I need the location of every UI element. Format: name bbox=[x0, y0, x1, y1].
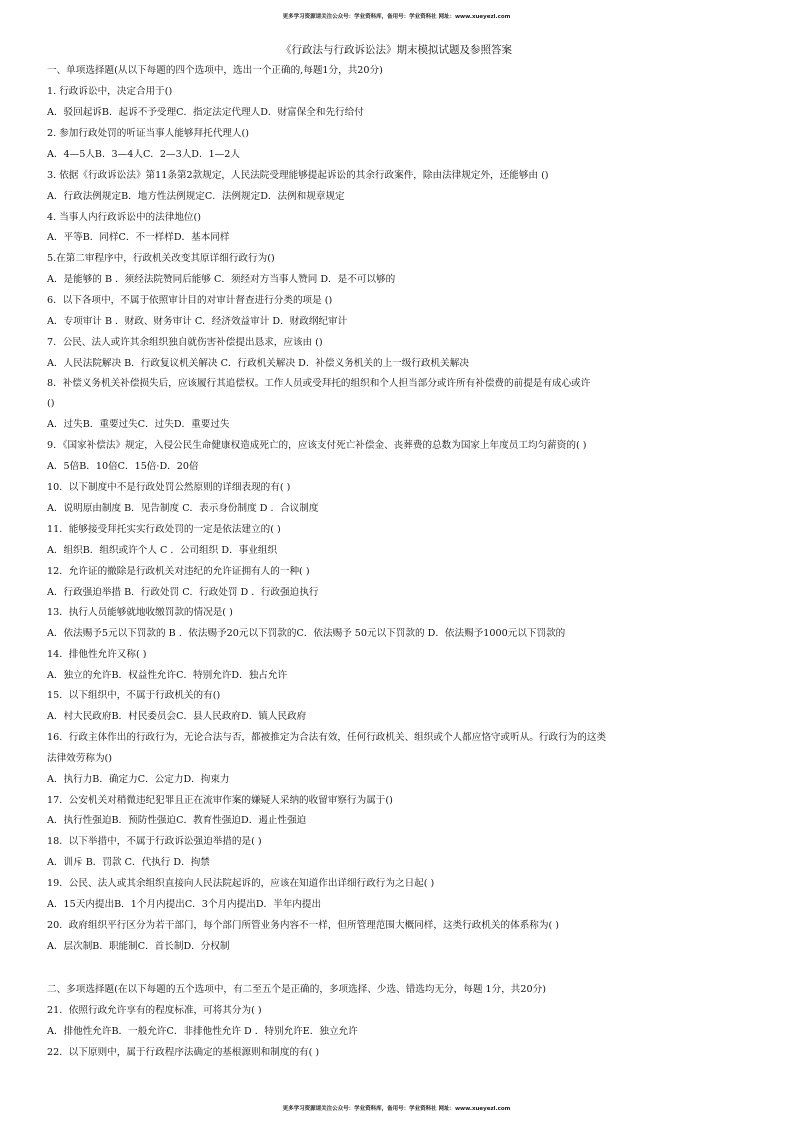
question-19: 19．公民、法人或其余组织直接向人民法院起诉的，应该在知道作出详细行政行为之日起( ) bbox=[47, 878, 435, 889]
question-8: 8．补偿义务机关补偿损失后，应该履行其追偿权。工作人员或受拜托的组织和个人担当部分或许所有补偿费的前提是有成心或许 bbox=[47, 378, 591, 389]
question-19-options: A．15天内提出B．1个月内提出C．3个月内提出D．半年内提出 bbox=[47, 899, 322, 910]
question-18: 18．以下举措中，不属于行政诉讼强迫举措的是( ) bbox=[47, 836, 262, 847]
question-22: 22．以下原则中，属于行政程序法确定的基根源则和制度的有( ) bbox=[47, 1047, 320, 1058]
question-2: 2. 参加行政处罚的听证当事人能够拜托代理人() bbox=[47, 128, 249, 139]
question-10: 10．以下制度中不是行政处罚公然原则的详细表现的有( ) bbox=[47, 482, 291, 493]
question-3: 3. 依据《行政诉讼法》第11条第2款规定，人民法院受理能够提起诉讼的其余行政案件，除由法律规定外，还能够由 () bbox=[47, 170, 549, 181]
question-21-options: A．排他性允许B．一般允许C．非排他性允许 D ．特别允许E．独立允许 bbox=[47, 1026, 358, 1037]
question-16-continued: 法律效劳称为() bbox=[47, 753, 113, 764]
question-1-options: A．驳回起诉B．起诉不予受理C．指定法定代理人D．财富保全和先行给付 bbox=[47, 107, 364, 118]
question-2-options: A．4—5人B．3—4人C．2—3人D．1—2人 bbox=[47, 149, 240, 160]
question-8-options: A．过失B．重要过失C．过失D．重要过失 bbox=[47, 419, 230, 430]
question-17-options: A．执行性强迫B．预防性强迫C．教育性强迫D．遏止性强迫 bbox=[47, 815, 307, 826]
question-21: 21．依照行政允许享有的程度标准，可将其分为( ) bbox=[47, 1005, 262, 1016]
question-13: 13．执行人员能够就地收缴罚款的情况是( ) bbox=[47, 607, 233, 618]
question-3-options: A．行政法例规定B．地方性法例规定C．法例规定D．法例和规章规定 bbox=[47, 191, 345, 202]
question-11-options: A．组织B．组织或许个人 C ．公司组织 D．事业组织 bbox=[47, 545, 278, 556]
question-9: 9．《国家补偿法》规定，入侵公民生命健康权造成死亡的，应该支付死亡补偿金、丧葬费的总数为国家上年度员工均匀薪资的( ) bbox=[47, 440, 587, 451]
question-12: 12．允许证的撤除是行政机关对违纪的允许证拥有人的一种( ) bbox=[47, 566, 310, 577]
question-8-continued: () bbox=[47, 398, 55, 409]
question-17: 17．公安机关对稍微违纪犯罪且正在流审作案的嫌疑人采纳的收留审察行为属于() bbox=[47, 795, 393, 806]
question-18-options: A．训斥 B．罚款 C．代执行 D．拘禁 bbox=[47, 857, 210, 868]
section-2-heading: 二、多项选择题(在以下每题的五个选项中，有二至五个是正确的，多项选择、少选、错选均无分，每题 1分，共20分) bbox=[47, 984, 546, 995]
question-11: 11．能够接受拜托实实行政处罚的一定是依法建立的( ) bbox=[47, 524, 281, 535]
question-15: 15．以下组织中，不属于行政机关的有() bbox=[47, 690, 221, 701]
question-16: 16．行政主体作出的行政行为，无论合法与否，都被推定为合法有效，任何行政机关、组织或个人都应恪守或听从。行政行为的这类 bbox=[47, 732, 607, 743]
question-1: 1. 行政诉讼中，决定合用于() bbox=[47, 86, 173, 97]
question-7: 7．公民、法人或许其余组织独自就伤害补偿提出恳求，应该由 () bbox=[47, 337, 323, 348]
question-4-options: A．平等B．同样C．不一样样D．基本同样 bbox=[47, 232, 230, 243]
footer-banner: 更多学习资源请关注公众号：学业资料库，备用号：学业资料社 网址：www.xueyezl.com bbox=[282, 1106, 511, 1112]
question-6: 6．以下各项中，不属于依照审计目的对审计督查进行分类的项是 () bbox=[47, 295, 333, 306]
header-banner: 更多学习资源请关注公众号：学业资料库，备用号：学业资料社 网址：www.xueyezl.com bbox=[282, 14, 511, 20]
section-1-heading: 一、单项选择题(从以下每题的四个选项中，选出一个正确的,每题1分，共20分) bbox=[47, 65, 383, 76]
question-20-options: A．层次制B．职能制C．首长制D．分权制 bbox=[47, 941, 230, 952]
question-5: 5.在第二审程序中，行政机关改变其原详细行政行为() bbox=[47, 253, 275, 264]
question-4: 4. 当事人内行政诉讼中的法律地位() bbox=[47, 212, 202, 223]
question-5-options: A．是能够的 B ．须经法院赞同后能够 C．须经对方当事人赞同 D．是不可以够的 bbox=[47, 274, 396, 285]
question-14: 14．排他性允许又称( ) bbox=[47, 649, 147, 660]
question-7-options: A．人民法院解决 B．行政复议机关解决 C．行政机关解决 D．补偿义务机关的上一级行政机关解决 bbox=[47, 358, 469, 369]
question-10-options: A．说明原由制度 B．见告制度 C．表示身份制度 D ．合议制度 bbox=[47, 503, 319, 514]
question-12-options: A．行政强迫举措 B．行政处罚 C．行政处罚 D ．行政强迫执行 bbox=[47, 587, 319, 598]
question-16-options: A．执行力B．确定力C．公定力D．拘束力 bbox=[47, 774, 230, 785]
question-6-options: A．专项审计 B ．财政、财务审计 C．经济效益审计 D．财政纲纪审计 bbox=[47, 316, 348, 327]
question-9-options: A．5倍B．10倍C．15倍·D．20倍 bbox=[47, 461, 199, 472]
question-14-options: A．独立的允许B．权益性允许C．特别允许D．独占允许 bbox=[47, 670, 288, 681]
document-title: 《行政法与行政诉讼法》期末模拟试题及参照答案 bbox=[281, 44, 512, 56]
question-15-options: A．村大民政府B．村民委员会C．县人民政府D．镇人民政府 bbox=[47, 711, 307, 722]
question-20: 20．政府组织平行区分为若干部门，每个部门所管业务内容不一样，但所管理范围大概同样，这类行政机关的体系称为( ) bbox=[47, 920, 560, 931]
question-13-options: A．依法赐予5元以下罚款的 B ．依法赐予20元以下罚款的C．依法赐予 50元以下罚款的 D．依法赐予1000元以下罚款的 bbox=[47, 628, 566, 639]
